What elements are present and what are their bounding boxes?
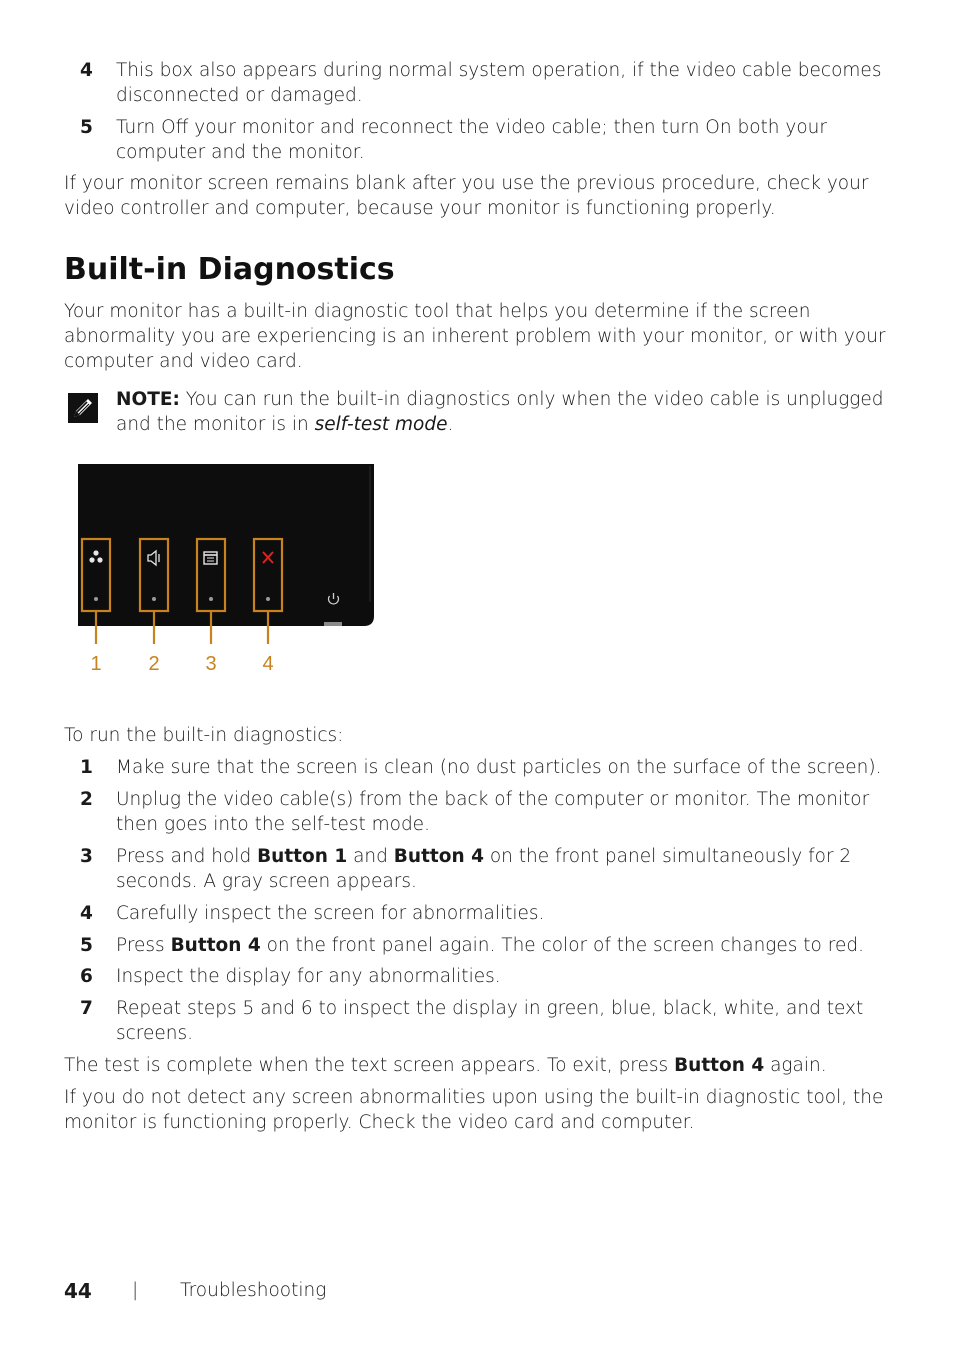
monitor-buttons-figure [76, 462, 378, 684]
complete-text-button: Button 4 [674, 1055, 765, 1076]
note-body: You can run the built-in diagnostics only when the video cable is unplugged and the monitor is in [116, 389, 884, 435]
step-text: Turn Off your monitor and reconnect the video cable; then turn On both your computer and the monitor. [116, 117, 827, 163]
section-title: Built-in Diagnostics [64, 252, 395, 287]
step-text-part: Press [116, 935, 171, 956]
step-number: 7 [80, 998, 93, 1019]
step-text-part: on the front panel again. The color of the screen changes to red. [260, 935, 864, 956]
step-text: This box also appears during normal system operation, if the video cable becomes disconnected or damaged. [116, 60, 882, 106]
step-text [116, 901, 896, 926]
complete-text-before: The test is complete when the text screen appears. To exit, press [64, 1055, 675, 1076]
note-label: NOTE: [116, 389, 180, 410]
section-paragraph: Your monitor has a built-in diagnostic tool that helps you determine if the screen abnormality you are experiencing is an inherent problem with your monitor, or with your computer and video card. [64, 301, 886, 372]
step-number: 3 [80, 846, 93, 867]
step-text-part: on the front panel simultaneously for 2 seconds. A gray screen appears. [116, 846, 852, 892]
footer-separator: | [132, 1280, 139, 1301]
footer-section: Troubleshooting [180, 1280, 327, 1301]
step-text [116, 755, 896, 780]
step-text-part: and [347, 846, 394, 867]
page-number: 44 [64, 1279, 92, 1303]
button-label-1: 1 [90, 653, 102, 675]
complete-text [64, 1053, 894, 1078]
final-paragraph: If you do not detect any screen abnormalities upon using the built-in diagnostic tool, the monitor is functioning properly. Check the video card and computer. [64, 1087, 884, 1133]
button-led [209, 597, 213, 601]
button-label-3: 3 [205, 653, 217, 675]
step-number: 5 [80, 117, 93, 138]
button-led [266, 597, 270, 601]
step-text-part: Repeat steps 5 and 6 to inspect the display in green, blue, black, white, and text screens. [116, 998, 864, 1044]
step-text-bold: Button 4 [393, 846, 484, 867]
step-number: 4 [80, 60, 93, 81]
step-number: 2 [80, 789, 93, 810]
step-number: 4 [80, 903, 93, 924]
step-text-part: Inspect the display for any abnormalities. [116, 966, 501, 987]
step-text-part: Unplug the video cable(s) from the back of the computer or monitor. The monitor then goes into the self-test mode. [116, 789, 870, 835]
step-text [116, 996, 896, 1046]
monitor-stand-edge [324, 622, 342, 626]
button-led [94, 597, 98, 601]
step-text-part: Carefully inspect the screen for abnormalities. [116, 903, 545, 924]
step-text [116, 964, 896, 989]
step-number: 5 [80, 935, 93, 956]
step-text [116, 844, 896, 894]
step-text [116, 787, 896, 837]
intro-paragraph: If your monitor screen remains blank after you use the previous procedure, check your video controller and computer, because your monitor is functioning properly. [64, 173, 869, 219]
step-text-bold: Button 1 [257, 846, 348, 867]
note-pencil-icon [68, 393, 98, 423]
step-text-bold: Button 4 [170, 935, 261, 956]
button-label-4: 4 [262, 653, 274, 675]
step-number: 6 [80, 966, 93, 987]
run-intro: To run the built-in diagnostics: [64, 725, 344, 746]
note-text [116, 387, 896, 437]
step-text-part: Make sure that the screen is clean (no dust particles on the surface of the screen). [116, 757, 882, 778]
step-text-part: Press and hold [116, 846, 258, 867]
step-number: 1 [80, 757, 93, 778]
note-emphasis: self-test mode [314, 414, 448, 435]
button-label-2: 2 [148, 653, 160, 675]
step-text [116, 933, 896, 958]
complete-text-after: again. [764, 1055, 827, 1076]
note-end: . [447, 414, 454, 435]
button-led [152, 597, 156, 601]
